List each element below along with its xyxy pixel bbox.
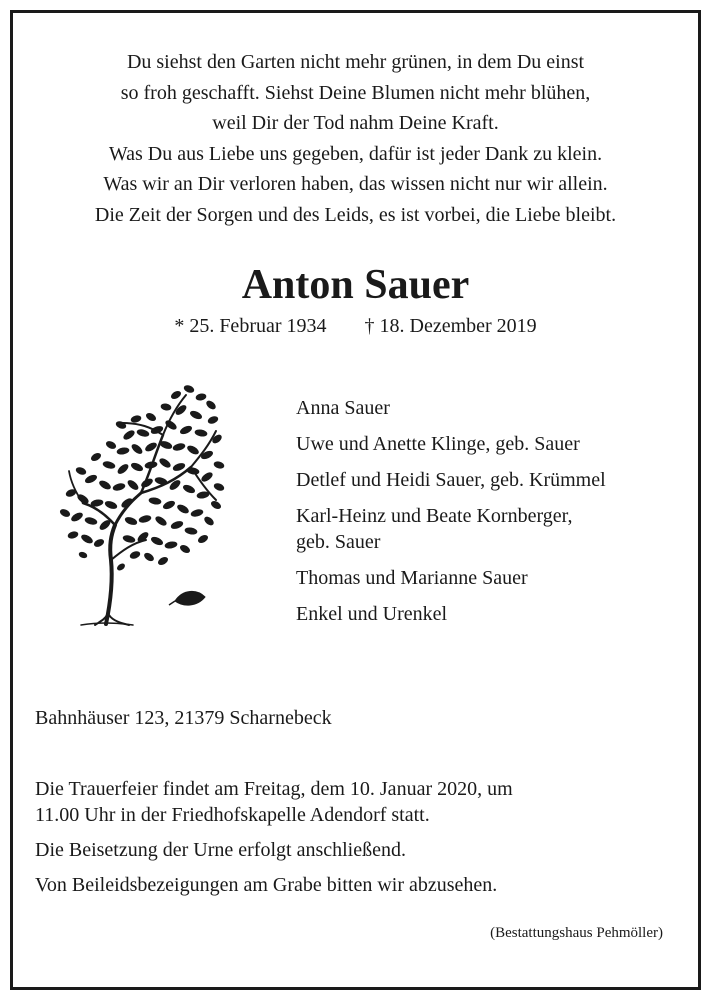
family-list xyxy=(296,395,606,637)
obituary-frame xyxy=(10,10,701,990)
family-member-continued: geb. Sauer xyxy=(296,531,381,553)
poem-line: weil Dir der Tod nahm Deine Kraft. xyxy=(212,112,499,134)
ceremony-line: Die Trauerfeier findet am Freitag, dem 10. Januar 2020, um xyxy=(35,778,513,800)
death-date: † 18. Dezember 2019 xyxy=(364,315,537,337)
deceased-name: Anton Sauer xyxy=(241,262,470,308)
family-member: Enkel und Urenkel xyxy=(296,603,448,625)
family-member: Uwe und Anette Klinge, geb. Sauer xyxy=(296,433,580,455)
poem-line: Was wir an Dir verloren haben, das wissen nicht nur wir allein. xyxy=(103,173,608,195)
condolence-note: Von Beileidsbezeigungen am Grabe bitten wir abzusehen. xyxy=(35,874,498,896)
family-member: Karl-Heinz und Beate Kornberger, xyxy=(296,505,573,527)
ceremony-line: 11.00 Uhr in der Friedhofskapelle Adendorf statt. xyxy=(35,804,430,826)
poem-line: Was Du aus Liebe uns gegeben, dafür ist jeder Dank zu klein. xyxy=(108,142,603,165)
funeral-home: (Bestattungshaus Pehmöller) xyxy=(490,925,663,941)
birth-date: * 25. Februar 1934 xyxy=(174,315,327,337)
family-member: Thomas und Marianne Sauer xyxy=(296,567,528,589)
poem-line: so froh geschafft. Siehst Deine Blumen nicht mehr blühen, xyxy=(120,81,591,104)
poem-line: Die Zeit der Sorgen und des Leids, es ist vorbei, die Liebe bleibt. xyxy=(94,203,617,226)
poem xyxy=(13,47,698,230)
address: Bahnhäuser 123, 21379 Scharnebeck xyxy=(35,707,332,729)
family-member: Detlef und Heidi Sauer, geb. Krümmel xyxy=(296,469,606,491)
tree-with-falling-leaf-icon xyxy=(51,375,226,630)
poem-line: Du siehst den Garten nicht mehr grünen, in dem Du einst xyxy=(126,51,585,73)
ceremony-details xyxy=(35,776,513,898)
life-dates xyxy=(13,313,698,339)
family-member: Anna Sauer xyxy=(296,397,390,419)
burial-note: Die Beisetzung der Urne erfolgt anschließend. xyxy=(35,839,406,861)
